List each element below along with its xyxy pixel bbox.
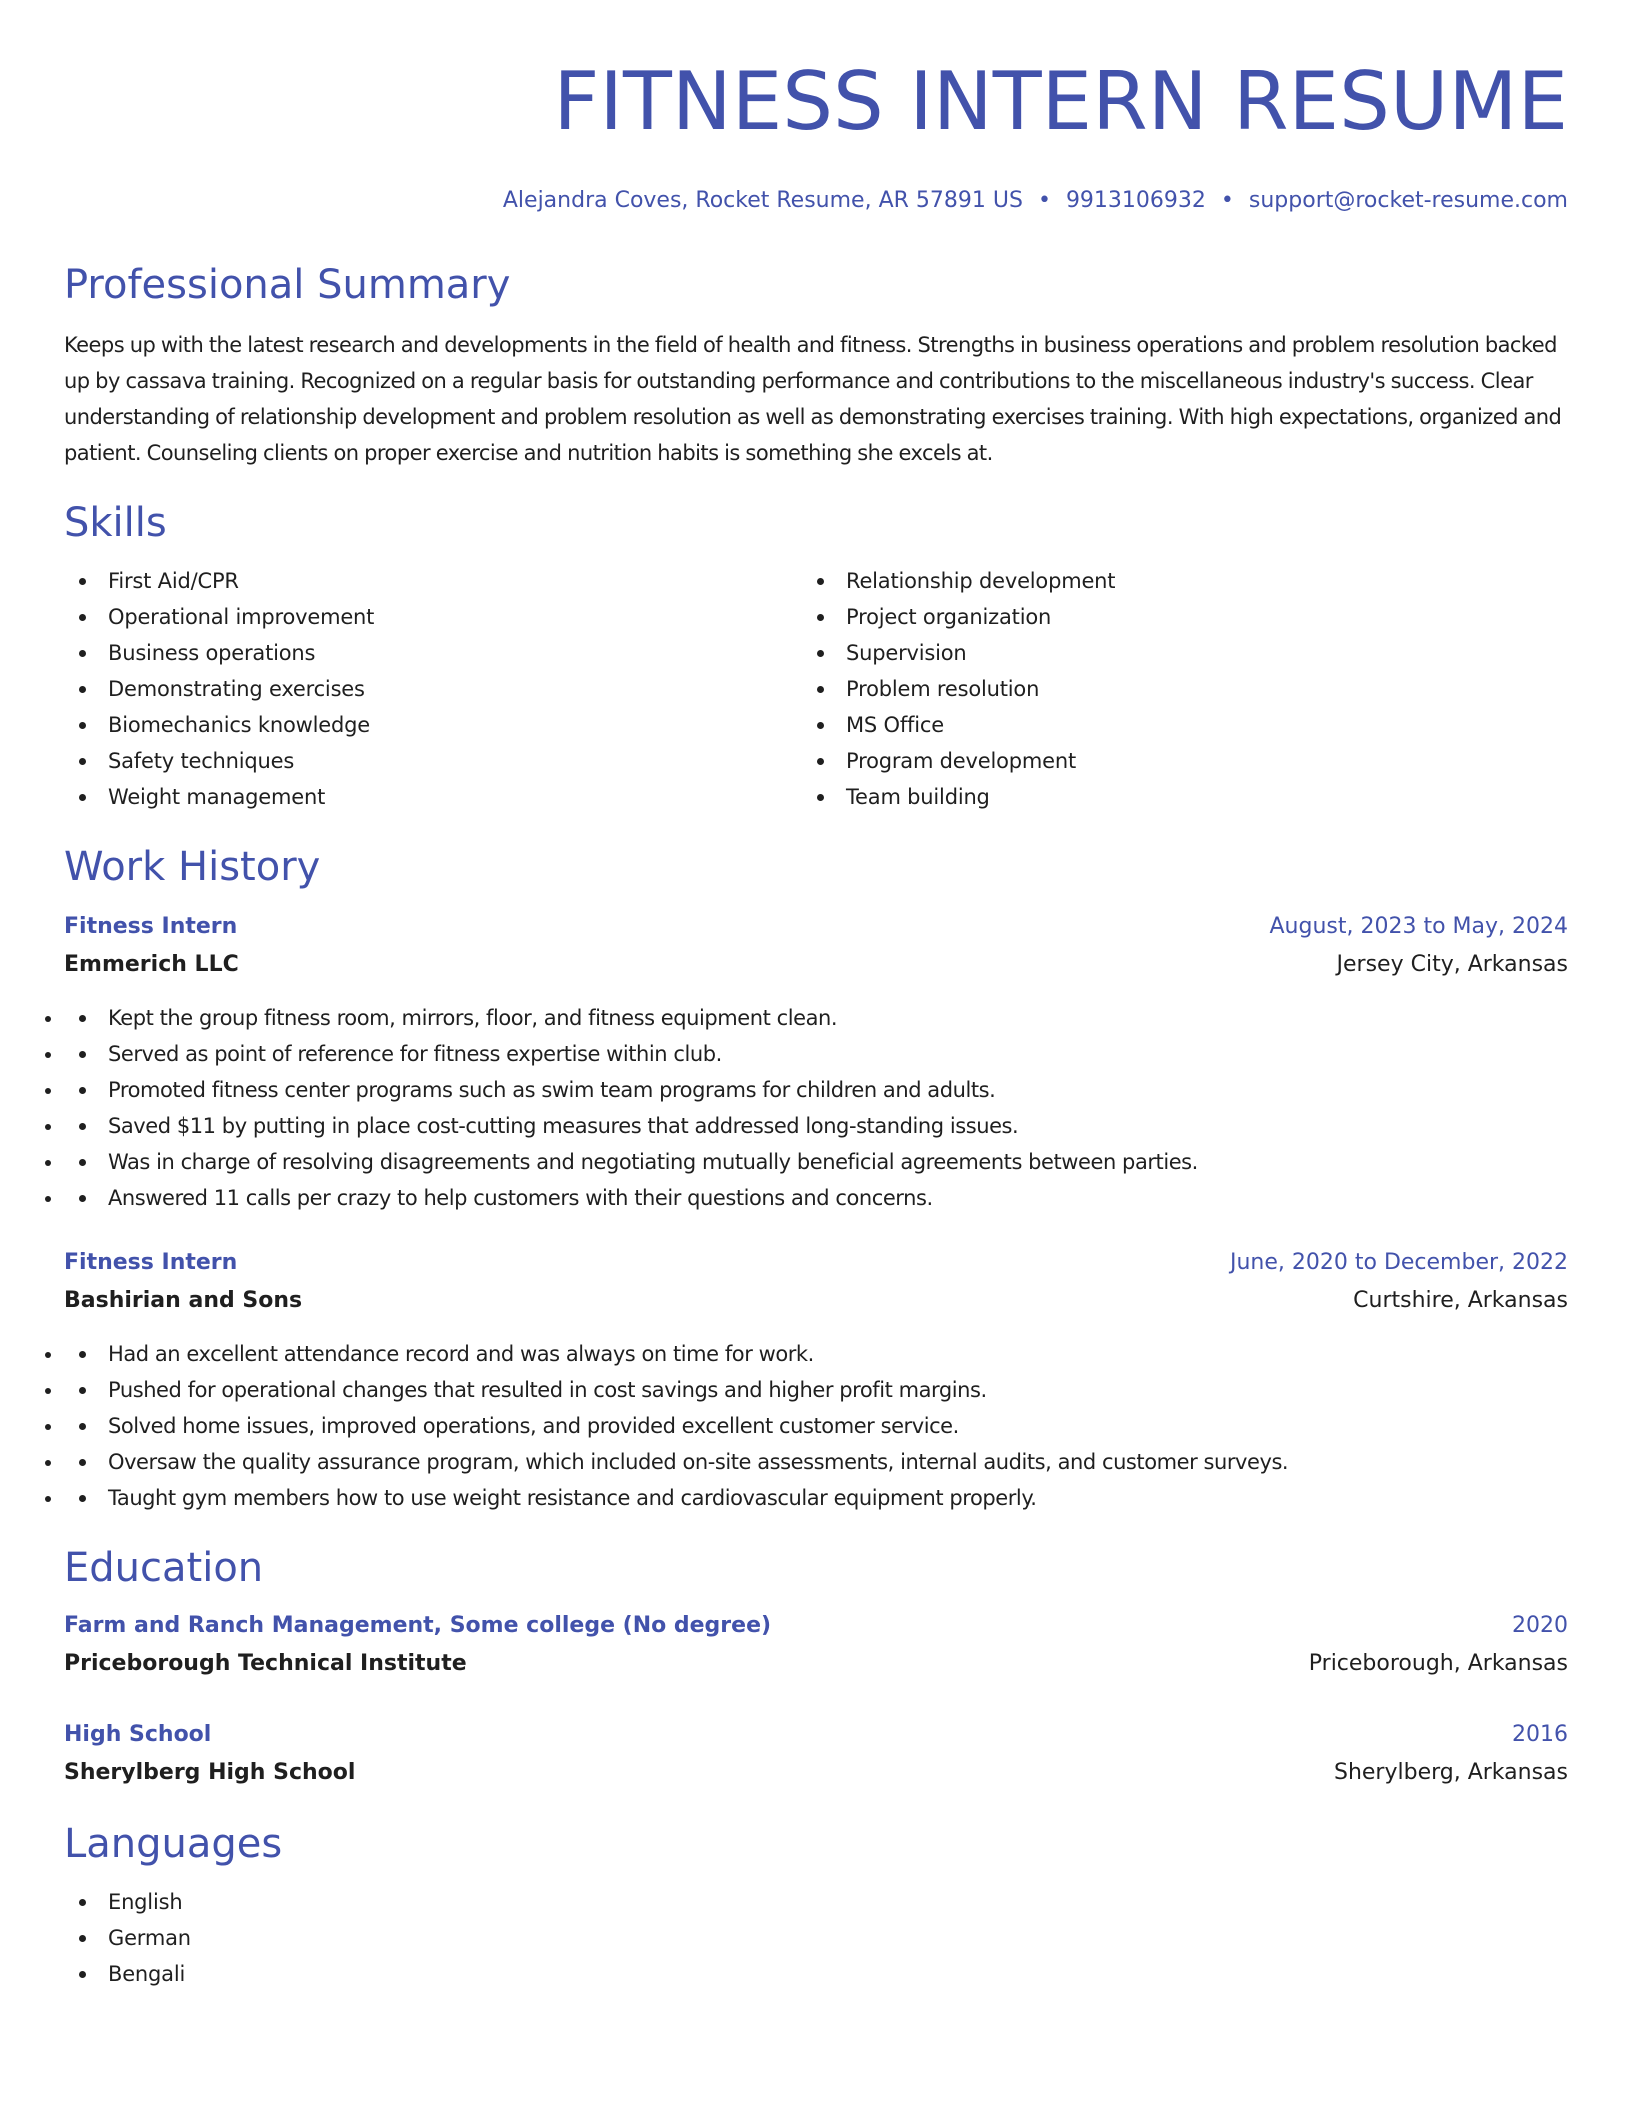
education-entry [64, 1716, 1568, 1792]
resume-title: FITNESS INTERN RESUME [553, 55, 1568, 148]
contact-line [64, 188, 1568, 214]
skill-item: Business operations [64, 635, 802, 671]
school-location: Sherylberg, Arkansas [1333, 1760, 1568, 1785]
work-history-heading: Work History [64, 844, 321, 890]
languages-heading: Languages [64, 1821, 283, 1867]
job-title: Fitness Intern [64, 914, 238, 939]
work-entry-subheader [64, 946, 1568, 984]
language-item: English [64, 1884, 1568, 1920]
skill-item: Operational improvement [64, 599, 802, 635]
education-heading: Education [64, 1545, 264, 1591]
skills-column-left [64, 563, 802, 815]
skills-list [64, 563, 1568, 815]
school-name: Priceborough Technical Institute [64, 1651, 467, 1676]
skill-item: First Aid/CPR [64, 563, 802, 599]
job-location: Jersey City, Arkansas [1336, 952, 1568, 977]
skill-item: Supervision [802, 635, 1115, 671]
work-entry [64, 908, 1568, 1216]
graduation-year: 2016 [1512, 1722, 1568, 1747]
skill-item: Relationship development [802, 563, 1115, 599]
job-dates: August, 2023 to May, 2024 [1269, 914, 1568, 939]
work-entry-header [64, 1244, 1568, 1282]
skill-item: Biomechanics knowledge [64, 707, 802, 743]
duty-item: • Taught gym members how to use weight resistance and cardiovascular equipment properly. [64, 1480, 1568, 1516]
company-name: Bashirian and Sons [64, 1288, 303, 1313]
duty-item: • Kept the group fitness room, mirrors, floor, and fitness equipment clean. [64, 1000, 1568, 1036]
skills-column-right [802, 563, 1115, 815]
school-name: Sherylberg High School [64, 1760, 356, 1785]
language-item: Bengali [64, 1956, 1568, 1992]
contact-address: Alejandra Coves, Rocket Resume, AR 57891 US [502, 188, 1023, 213]
education-entry-header [64, 1716, 1568, 1754]
job-location: Curtshire, Arkansas [1353, 1288, 1568, 1313]
contact-separator: • [1220, 188, 1234, 213]
education-entry-header [64, 1607, 1568, 1645]
duty-item: • Served as point of reference for fitness expertise within club. [64, 1036, 1568, 1072]
job-duties [64, 1000, 1568, 1216]
degree-name: Farm and Ranch Management, Some college (No degree) [64, 1613, 772, 1638]
work-entry-header [64, 908, 1568, 946]
skill-item: Safety techniques [64, 743, 802, 779]
duty-item: • Pushed for operational changes that resulted in cost savings and higher profit margins. [64, 1372, 1568, 1408]
contact-separator: • [1037, 188, 1051, 213]
work-entry-subheader [64, 1282, 1568, 1320]
education-entry-subheader [64, 1754, 1568, 1792]
skills-heading: Skills [64, 500, 167, 546]
duty-item: • Solved home issues, improved operations, and provided excellent customer service. [64, 1408, 1568, 1444]
skill-item: MS Office [802, 707, 1115, 743]
company-name: Emmerich LLC [64, 952, 239, 977]
summary-text: Keeps up with the latest research and developments in the field of health and fitness. Strengths in business operations and problem resolution backed up by cassava training. Recognized on a regular basis for outstanding performance and contributions to the miscellaneous industry's success. Clear understanding of relationship development and problem resolution as well as demonstrating exercises training. With high expectations, organized and patient. Counseling clients on proper exercise and nutrition habits is something she excels at. [64, 333, 1562, 465]
skill-item: Team building [802, 779, 1115, 815]
duty-item: • Oversaw the quality assurance program, which included on-site assessments, internal audits, and customer surveys. [64, 1444, 1568, 1480]
skill-item: Project organization [802, 599, 1115, 635]
skill-item: Program development [802, 743, 1115, 779]
languages-list [64, 1884, 1568, 1992]
duty-item: • Promoted fitness center programs such as swim team programs for children and adults. [64, 1072, 1568, 1108]
job-title: Fitness Intern [64, 1250, 238, 1275]
duty-item: • Was in charge of resolving disagreements and negotiating mutually beneficial agreements between parties. [64, 1144, 1568, 1180]
job-dates: June, 2020 to December, 2022 [1229, 1250, 1568, 1275]
work-entry [64, 1244, 1568, 1516]
degree-name: High School [64, 1722, 212, 1747]
contact-phone: 9913106932 [1065, 188, 1206, 213]
skill-item: Weight management [64, 779, 802, 815]
education-entry-subheader [64, 1645, 1568, 1683]
graduation-year: 2020 [1512, 1613, 1568, 1638]
language-item: German [64, 1920, 1568, 1956]
school-location: Priceborough, Arkansas [1308, 1651, 1568, 1676]
skill-item: Demonstrating exercises [64, 671, 802, 707]
skill-item: Problem resolution [802, 671, 1115, 707]
duty-item: • Saved $11 by putting in place cost-cutting measures that addressed long-standing issues. [64, 1108, 1568, 1144]
education-entry [64, 1607, 1568, 1683]
job-duties [64, 1336, 1568, 1516]
summary-heading: Professional Summary [64, 262, 511, 308]
duty-item: • Answered 11 calls per crazy to help customers with their questions and concerns. [64, 1180, 1568, 1216]
duty-item: • Had an excellent attendance record and was always on time for work. [64, 1336, 1568, 1372]
contact-email: support@rocket-resume.com [1248, 188, 1568, 213]
